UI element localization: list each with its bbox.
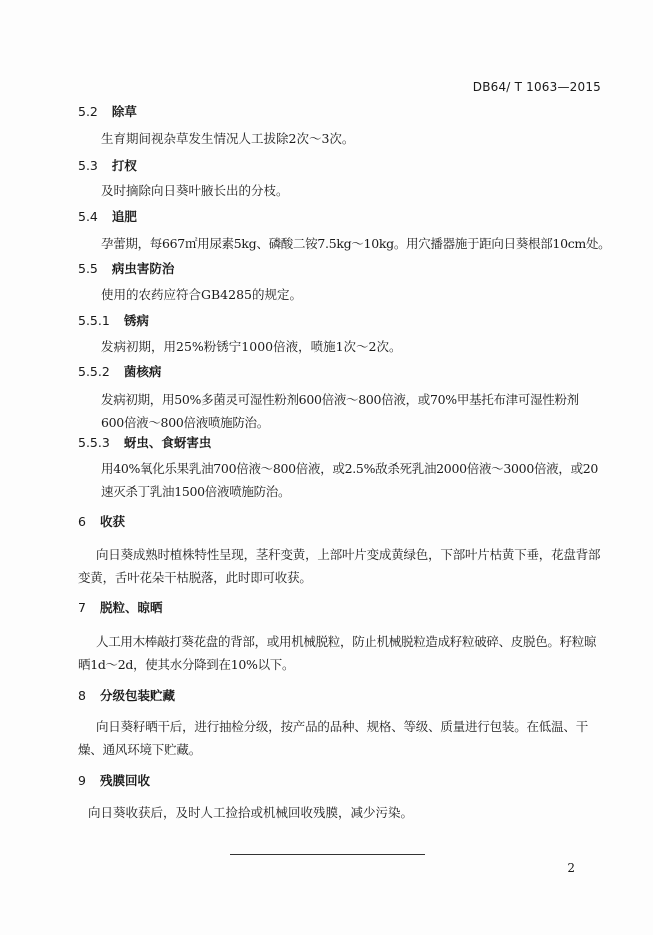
section-heading-9 — [78, 771, 150, 789]
section-text-5-3: 及时摘除向日葵叶腋长出的分枝。 — [101, 183, 289, 198]
section-title: 锈病 — [123, 313, 149, 328]
section-heading-5-5 — [78, 259, 174, 277]
section-number: 5.2 — [78, 104, 98, 119]
section-title: 蚜虫、食蚜害虫 — [123, 435, 212, 450]
section-title: 病虫害防治 — [111, 261, 175, 276]
section-heading-5-5-3 — [78, 433, 211, 451]
section-text-7: 人工用木棒敲打葵花盘的背部，或用机械脱粒，防止机械脱粒造成籽粒破碎、皮脱色。籽粒晾晒1d～2d，使其水分降到在10%以下。 — [78, 634, 597, 672]
section-number: 9 — [78, 773, 86, 788]
document-code: DB64/ T 1063—2015 — [472, 80, 601, 94]
section-heading-5-5-1 — [78, 311, 149, 329]
section-title: 分级包装贮藏 — [99, 688, 175, 703]
section-text-5-4: 孕蕾期，每667㎡用尿素5kg、磷酸二铵7.5kg～10kg。用穴播器施于距向日葵根部10cm处。 — [101, 236, 611, 251]
section-text-5-5-1: 发病初期，用25%粉锈宁1000倍液，喷施1次～2次。 — [101, 339, 402, 354]
section-title: 脱粒、晾晒 — [99, 600, 163, 615]
section-heading-6 — [78, 512, 125, 530]
section-heading-7 — [78, 598, 162, 616]
section-number: 5.5.3 — [78, 435, 110, 450]
section-title: 除草 — [111, 104, 137, 119]
section-number: 5.4 — [78, 209, 98, 224]
section-title: 菌核病 — [123, 364, 162, 379]
section-number: 7 — [78, 600, 86, 615]
page-number: 2 — [567, 861, 575, 875]
section-number: 5.5.1 — [78, 313, 110, 328]
section-heading-8 — [78, 686, 175, 704]
end-rule — [230, 854, 425, 855]
section-number: 8 — [78, 688, 86, 703]
section-title: 收获 — [99, 514, 125, 529]
section-text-8: 向日葵籽晒干后，进行抽检分级，按产品的品种、规格、等级、质量进行包装。在低温、干燥、通风环境下贮藏。 — [78, 719, 589, 757]
section-number: 6 — [78, 514, 86, 529]
section-heading-5-4 — [78, 207, 137, 225]
section-number: 5.5 — [78, 261, 98, 276]
section-number: 5.5.2 — [78, 364, 110, 379]
section-heading-5-3 — [78, 156, 137, 174]
section-text-5-5: 使用的农药应符合GB4285的规定。 — [101, 287, 302, 302]
section-heading-5-2 — [78, 102, 137, 120]
section-text-5-2: 生育期间视杂草发生情况人工拔除2次～3次。 — [101, 131, 355, 146]
section-text-9: 向日葵收获后，及时人工捡拾或机械回收残膜，减少污染。 — [88, 805, 414, 820]
section-title: 追肥 — [111, 209, 137, 224]
section-heading-5-5-2 — [78, 362, 161, 380]
section-title: 残膜回收 — [99, 773, 150, 788]
section-text-6: 向日葵成熟时植株特性呈现，茎秆变黄，上部叶片变成黄绿色，下部叶片枯黄下垂，花盘背部变黄，舌叶花朵干枯脱落，此时即可收获。 — [78, 547, 601, 585]
section-text-5-5-2: 发病初期，用50%多菌灵可湿性粉剂600倍液～800倍液，或70%甲基托布津可湿性粉剂600倍液～800倍液喷施防治。 — [101, 392, 579, 430]
section-text-5-5-3: 用40%氧化乐果乳油700倍液～800倍液，或2.5%敌杀死乳油2000倍液～3000倍液，或20速灭杀丁乳油1500倍液喷施防治。 — [101, 461, 599, 499]
section-number: 5.3 — [78, 158, 98, 173]
section-title: 打杈 — [111, 158, 137, 173]
